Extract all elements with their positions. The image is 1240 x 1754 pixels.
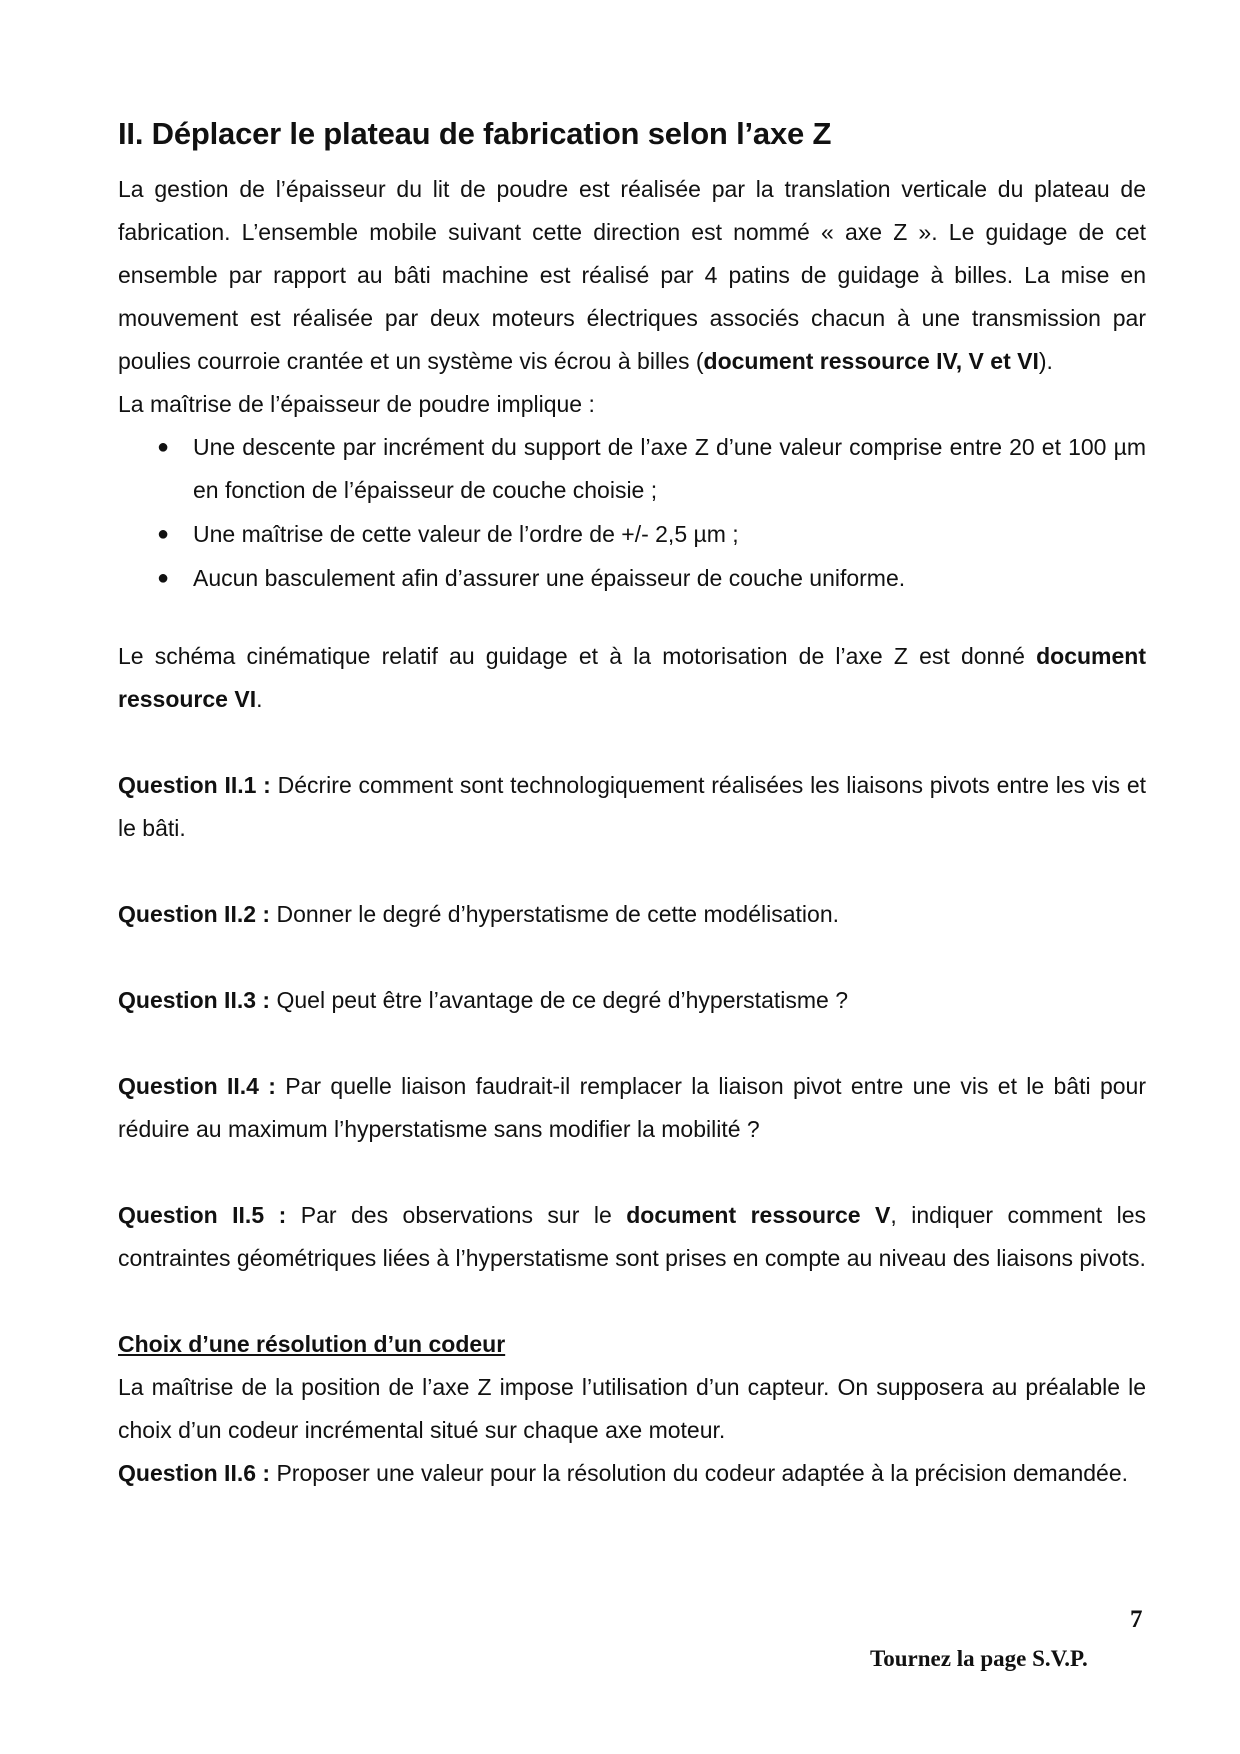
spacer (118, 601, 1146, 635)
subsection-title: Choix d’une résolution d’un codeur (118, 1331, 506, 1357)
question-ii-4 (118, 1065, 1146, 1151)
question-ii-6 (118, 1452, 1146, 1495)
question-ii-2 (118, 893, 1146, 936)
question-label: Question II.2 : (118, 901, 271, 927)
question-label: Question II.6 : (118, 1460, 271, 1486)
list-item-text: Une maîtrise de cette valeur de l’ordre de +/- 2,5 µm ; (193, 521, 739, 547)
question-ii-5 (118, 1194, 1146, 1280)
turn-page-note: Tournez la page S.V.P. (870, 1646, 1088, 1671)
question-text: Décrire comment sont technologiquement réalisées les liaisons pivots entre les vis et le bâti. (118, 772, 1146, 841)
section-title: II. Déplacer le plateau de fabrication selon l’axe Z (118, 116, 832, 151)
question-text-end: , indiquer comment les contraintes géométriques liées à l’hyperstatisme sont prises en compte au niveau des liaisons pivots. (118, 1202, 1147, 1271)
question-ii-1 (118, 764, 1146, 850)
requirements-list (118, 426, 1146, 600)
question-label: Question II.4 : (118, 1073, 276, 1099)
spacer (118, 850, 1146, 893)
list-item (157, 557, 1146, 600)
page-number: 7 (1130, 1606, 1143, 1633)
question-text: Quel peut être l’avantage de ce degré d’hyperstatisme ? (270, 987, 848, 1013)
codeur-heading (118, 1323, 1146, 1366)
spacer (118, 721, 1146, 764)
list-item-text: Une descente par incrément du support de l’axe Z d’une valeur comprise entre 20 et 100 µm en fonction de l’épaisseur de couche choisie ; (193, 434, 1146, 503)
spacer (118, 936, 1146, 979)
bullet-icon: ● (157, 523, 170, 545)
implies-line: La maîtrise de l’épaisseur de poudre implique : (118, 391, 595, 417)
bullet-icon: ● (157, 567, 170, 589)
question-text: Par quelle liaison faudrait-il remplacer la liaison pivot entre une vis et le bâti pour réduire au maximum l’hyperstatisme sans modifier la mobilité ? (118, 1073, 1146, 1142)
question-text: Donner le degré d’hyperstatisme de cette modélisation. (270, 901, 840, 927)
bullet-icon: ● (157, 436, 170, 458)
question-ii-3 (118, 979, 1146, 1022)
intro-document-reference: document ressource IV, V et VI (703, 348, 1039, 374)
question-label: Question II.3 : (118, 987, 271, 1013)
question-text: Par des observations sur le (286, 1202, 627, 1228)
spacer (118, 1022, 1146, 1065)
intro-paragraph (118, 168, 1146, 383)
question-document-reference: document ressource V (626, 1202, 891, 1228)
question-label: Question II.5 : (118, 1202, 287, 1228)
spacer (118, 1151, 1146, 1194)
question-text: Proposer une valeur pour la résolution du codeur adaptée à la précision demandée. (270, 1460, 1129, 1486)
schema-text-end: . (256, 686, 263, 712)
page-content (118, 112, 1146, 1495)
schema-text: Le schéma cinématique relatif au guidage et à la motorisation de l’axe Z est donné (118, 643, 1037, 669)
list-item (157, 426, 1146, 512)
spacer (118, 1280, 1146, 1323)
schema-paragraph (118, 635, 1146, 721)
list-item (157, 513, 1146, 556)
list-item-text: Aucun basculement afin d’assurer une épaisseur de couche uniforme. (193, 565, 906, 591)
schema-document-reference: document ressource VI (118, 643, 1146, 712)
intro-text-end: ). (1038, 348, 1053, 374)
intro-text: La gestion de l’épaisseur du lit de poudre est réalisée par la translation verticale du plateau de fabrication. L’ensemble mobile suivant cette direction est nommé « axe Z ». Le guidage de cet ensemble par rapport au bâti machine est réalisé par 4 patins de guidage à billes. La mise en mouvement est réalisée par deux moteurs électriques associés chacun à une transmission par poulies courroie crantée et un système vis écrou à billes ( (118, 176, 1146, 374)
codeur-paragraph: La maîtrise de la position de l’axe Z impose l’utilisation d’un capteur. On supposera au préalable le choix d’un codeur incrémental situé sur chaque axe moteur. (118, 1374, 1146, 1443)
question-label: Question II.1 : (118, 772, 271, 798)
